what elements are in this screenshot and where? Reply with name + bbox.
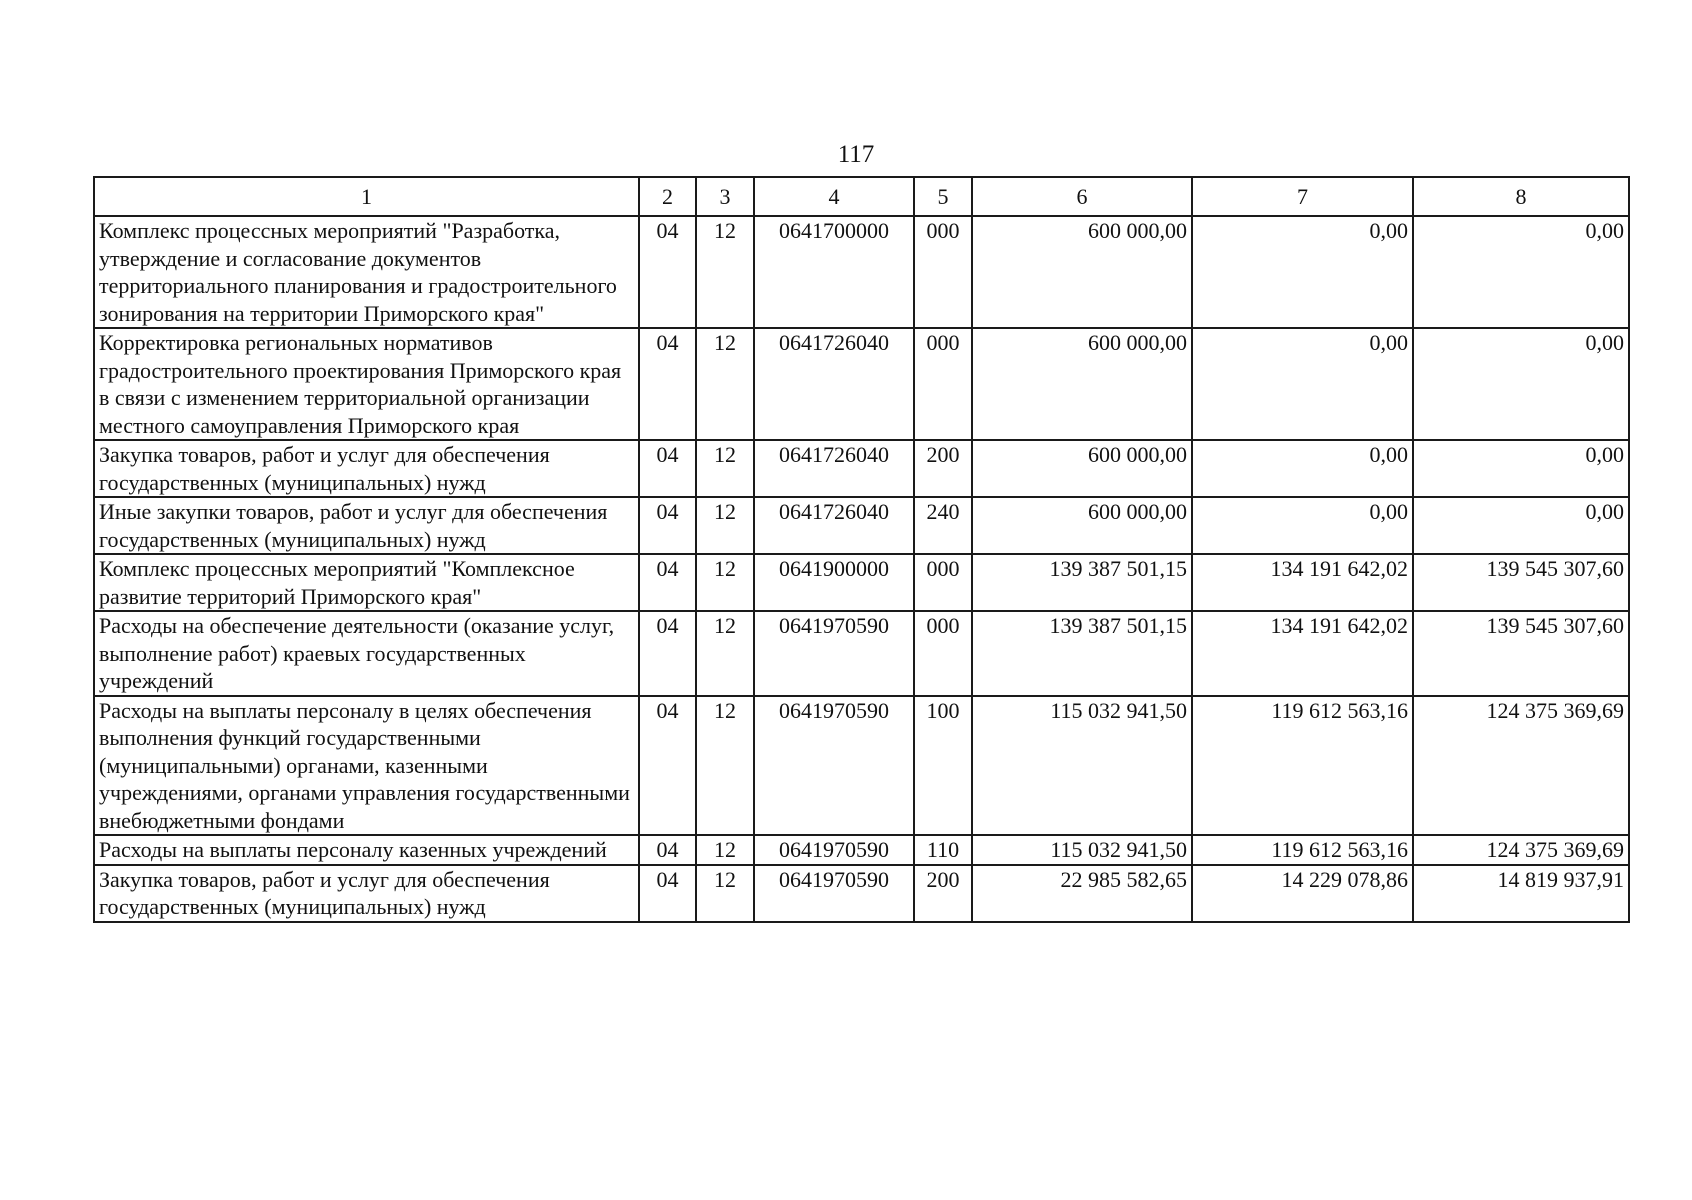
amount-cell: 134 191 642,02 — [1192, 611, 1413, 696]
target-code-cell: 0641970590 — [754, 835, 914, 865]
expense-type-cell: 100 — [914, 696, 972, 836]
column-header: 2 — [639, 177, 696, 216]
amount-cell: 0,00 — [1413, 497, 1629, 554]
section-code-cell: 04 — [639, 835, 696, 865]
amount-cell: 0,00 — [1192, 440, 1413, 497]
expense-type-cell: 000 — [914, 554, 972, 611]
amount-cell: 0,00 — [1192, 328, 1413, 440]
section-code-cell: 04 — [639, 554, 696, 611]
amount-cell: 600 000,00 — [972, 440, 1192, 497]
column-header: 1 — [94, 177, 639, 216]
amount-cell: 134 191 642,02 — [1192, 554, 1413, 611]
target-code-cell: 0641970590 — [754, 865, 914, 922]
target-code-cell: 0641970590 — [754, 696, 914, 836]
amount-cell: 600 000,00 — [972, 497, 1192, 554]
expense-type-cell: 000 — [914, 216, 972, 328]
amount-cell: 139 387 501,15 — [972, 554, 1192, 611]
expense-type-cell: 200 — [914, 865, 972, 922]
column-header: 5 — [914, 177, 972, 216]
subsection-code-cell: 12 — [696, 440, 754, 497]
table-row — [94, 835, 1629, 865]
column-header: 4 — [754, 177, 914, 216]
subsection-code-cell: 12 — [696, 835, 754, 865]
target-code-cell: 0641726040 — [754, 440, 914, 497]
section-code-cell: 04 — [639, 328, 696, 440]
amount-cell: 139 387 501,15 — [972, 611, 1192, 696]
target-code-cell: 0641900000 — [754, 554, 914, 611]
amount-cell: 600 000,00 — [972, 216, 1192, 328]
amount-cell: 0,00 — [1192, 497, 1413, 554]
expense-type-cell: 240 — [914, 497, 972, 554]
expense-name-cell: Расходы на выплаты персоналу казенных учреждений — [94, 835, 639, 865]
amount-cell: 139 545 307,60 — [1413, 554, 1629, 611]
expense-name-cell: Закупка товаров, работ и услуг для обеспечения государственных (муниципальных) нужд — [94, 440, 639, 497]
amount-cell: 119 612 563,16 — [1192, 835, 1413, 865]
table-row — [94, 216, 1629, 328]
amount-cell: 0,00 — [1192, 216, 1413, 328]
page-number: 117 — [837, 141, 875, 168]
expense-type-cell: 000 — [914, 611, 972, 696]
target-code-cell: 0641970590 — [754, 611, 914, 696]
target-code-cell: 0641700000 — [754, 216, 914, 328]
expense-name-cell: Комплекс процессных мероприятий "Разработка, утверждение и согласование документов территориального планирования и градостроительного зонирования на территории Приморского края" — [94, 216, 639, 328]
expense-type-cell: 200 — [914, 440, 972, 497]
amount-cell: 139 545 307,60 — [1413, 611, 1629, 696]
expense-name-cell: Расходы на обеспечение деятельности (оказание услуг, выполнение работ) краевых государственных учреждений — [94, 611, 639, 696]
column-header: 8 — [1413, 177, 1629, 216]
section-code-cell: 04 — [639, 216, 696, 328]
table-row — [94, 440, 1629, 497]
budget-table — [93, 176, 1630, 923]
expense-name-cell: Закупка товаров, работ и услуг для обеспечения государственных (муниципальных) нужд — [94, 865, 639, 922]
target-code-cell: 0641726040 — [754, 328, 914, 440]
column-number-header-row — [94, 177, 1629, 216]
section-code-cell: 04 — [639, 865, 696, 922]
amount-cell: 14 229 078,86 — [1192, 865, 1413, 922]
amount-cell: 0,00 — [1413, 216, 1629, 328]
expense-name-cell: Комплекс процессных мероприятий "Комплексное развитие территорий Приморского края" — [94, 554, 639, 611]
amount-cell: 0,00 — [1413, 328, 1629, 440]
expense-type-cell: 110 — [914, 835, 972, 865]
target-code-cell: 0641726040 — [754, 497, 914, 554]
amount-cell: 600 000,00 — [972, 328, 1192, 440]
amount-cell: 115 032 941,50 — [972, 835, 1192, 865]
amount-cell: 124 375 369,69 — [1413, 696, 1629, 836]
table-row — [94, 497, 1629, 554]
section-code-cell: 04 — [639, 611, 696, 696]
subsection-code-cell: 12 — [696, 611, 754, 696]
amount-cell: 0,00 — [1413, 440, 1629, 497]
table-row — [94, 696, 1629, 836]
amount-cell: 124 375 369,69 — [1413, 835, 1629, 865]
subsection-code-cell: 12 — [696, 554, 754, 611]
section-code-cell: 04 — [639, 497, 696, 554]
table-row — [94, 328, 1629, 440]
section-code-cell: 04 — [639, 440, 696, 497]
amount-cell: 115 032 941,50 — [972, 696, 1192, 836]
section-code-cell: 04 — [639, 696, 696, 836]
expense-name-cell: Расходы на выплаты персоналу в целях обеспечения выполнения функций государственными (муниципальными) органами, казенными учреждениями, органами управления государственными внебюджетными фондами — [94, 696, 639, 836]
table-row — [94, 611, 1629, 696]
amount-cell: 119 612 563,16 — [1192, 696, 1413, 836]
subsection-code-cell: 12 — [696, 216, 754, 328]
table-row — [94, 554, 1629, 611]
expense-name-cell: Иные закупки товаров, работ и услуг для обеспечения государственных (муниципальных) нужд — [94, 497, 639, 554]
subsection-code-cell: 12 — [696, 497, 754, 554]
amount-cell: 14 819 937,91 — [1413, 865, 1629, 922]
expense-name-cell: Корректировка региональных нормативов градостроительного проектирования Приморского края в связи с изменением территориальной организации местного самоуправления Приморского края — [94, 328, 639, 440]
expense-type-cell: 000 — [914, 328, 972, 440]
table-row — [94, 865, 1629, 922]
column-header: 6 — [972, 177, 1192, 216]
subsection-code-cell: 12 — [696, 328, 754, 440]
column-header: 3 — [696, 177, 754, 216]
subsection-code-cell: 12 — [696, 696, 754, 836]
subsection-code-cell: 12 — [696, 865, 754, 922]
column-header: 7 — [1192, 177, 1413, 216]
amount-cell: 22 985 582,65 — [972, 865, 1192, 922]
